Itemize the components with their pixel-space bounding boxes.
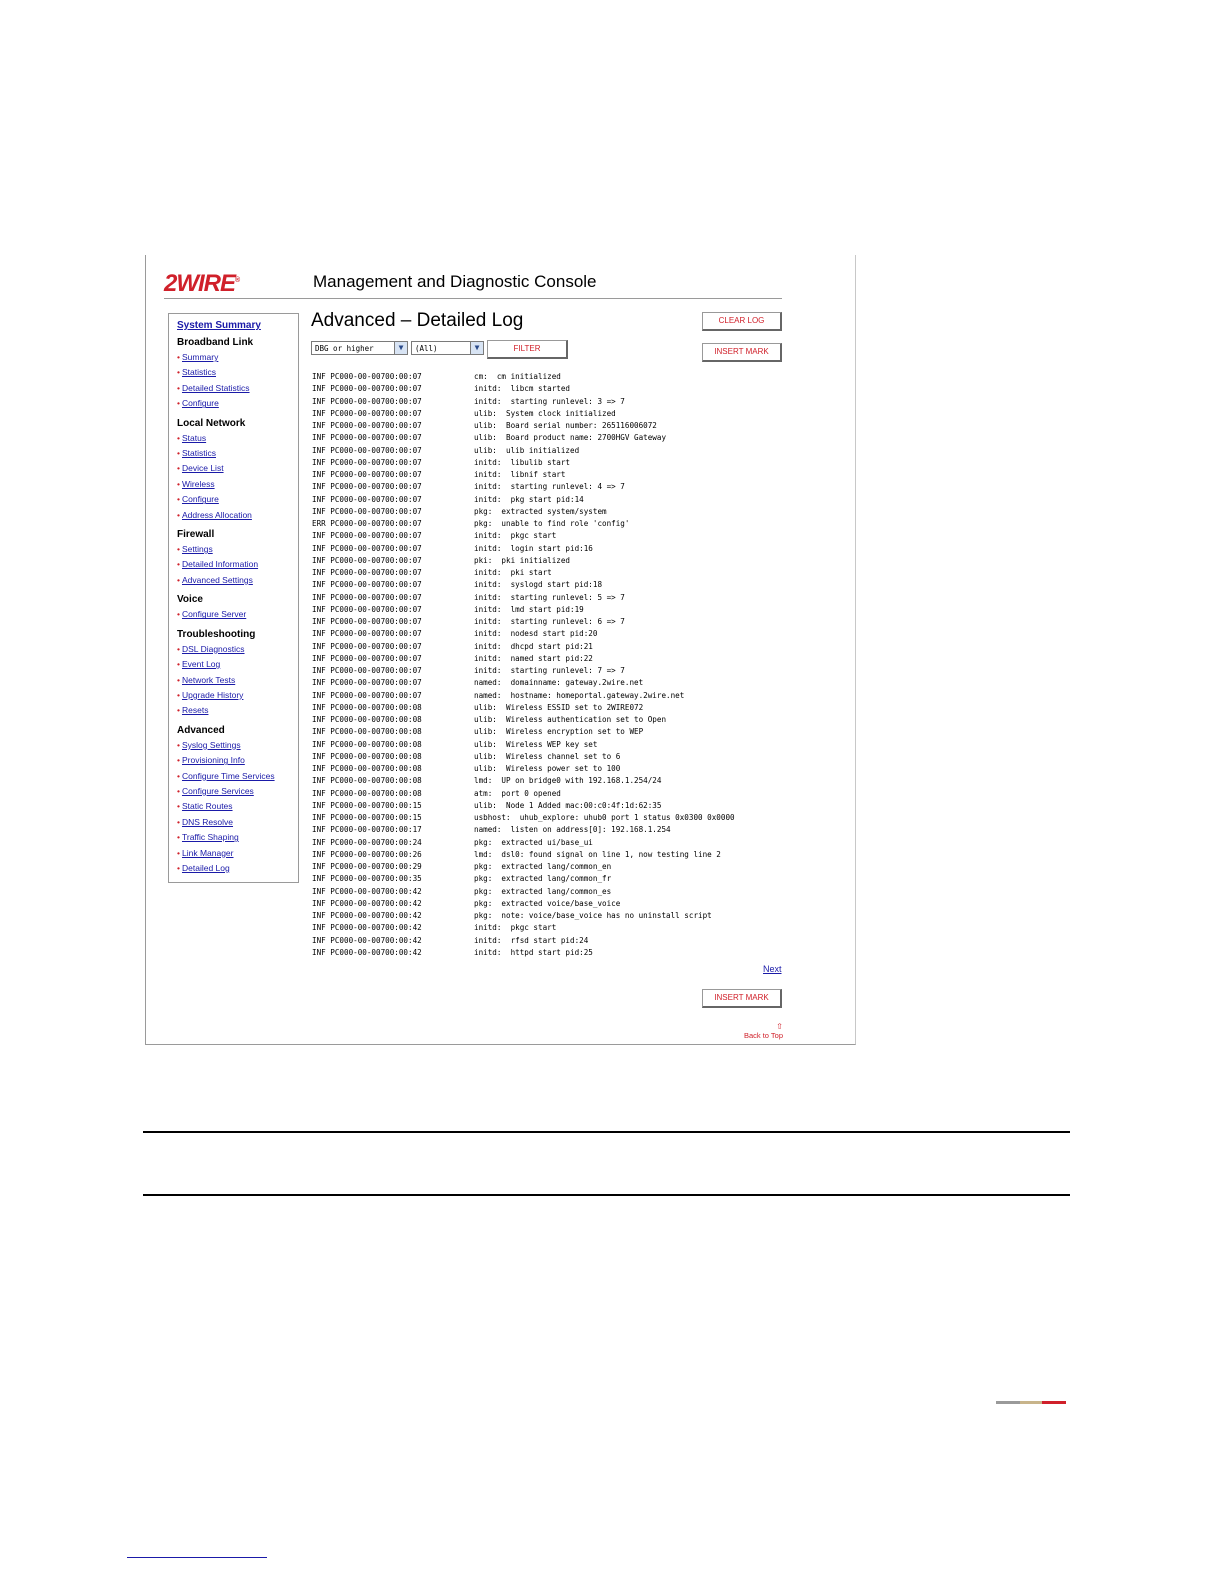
browser-screenshot-frame xyxy=(145,255,856,1045)
sidebar-section-title: Troubleshooting xyxy=(177,628,256,640)
log-timestamp: INF PC000-00-00700:00:07 xyxy=(312,470,422,479)
log-row xyxy=(312,457,735,469)
bullet-icon: • xyxy=(177,816,180,827)
log-timestamp: INF PC000-00-00700:00:42 xyxy=(312,911,422,920)
footer-accent-bar xyxy=(996,1401,1066,1404)
log-timestamp: INF PC000-00-00700:00:07 xyxy=(312,457,422,467)
log-timestamp: INF PC000-00-00700:00:07 xyxy=(312,653,422,663)
sidebar-sections xyxy=(177,337,298,876)
bullet-icon: • xyxy=(177,367,180,378)
log-message: initd: starting runlevel: 3 => 7 xyxy=(474,396,625,406)
log-message: ulib: Wireless WEP key set xyxy=(474,739,598,749)
log-row xyxy=(312,445,735,457)
log-row xyxy=(312,567,735,579)
sidebar-item-wireless[interactable] xyxy=(177,477,298,492)
log-timestamp: INF PC000-00-00700:00:07 xyxy=(312,690,422,700)
log-row xyxy=(312,396,735,408)
log-row xyxy=(312,555,735,567)
log-message: initd: starting runlevel: 6 => 7 xyxy=(474,617,625,626)
sidebar-item-label: Address Allocation xyxy=(181,509,252,520)
log-timestamp: INF PC000-00-00700:00:08 xyxy=(312,751,422,761)
log-message: named: domainname: gateway.2wire.net xyxy=(474,678,644,688)
log-row xyxy=(312,849,735,861)
log-row xyxy=(312,604,735,616)
log-message: cm: cm initialized xyxy=(474,372,561,381)
bullet-icon: • xyxy=(177,674,180,685)
bullet-icon: • xyxy=(177,494,180,505)
log-row xyxy=(312,739,735,751)
log-message: usbhost: uhub_explore: uhub0 port 1 status 0x0300 0x0000 xyxy=(474,813,735,822)
sidebar-item-dsl-diagnostics[interactable] xyxy=(177,642,298,657)
clear-log-button[interactable]: CLEAR LOG xyxy=(702,312,782,331)
log-timestamp: INF PC000-00-00700:00:08 xyxy=(312,727,422,737)
log-message: initd: syslogd start pid:18 xyxy=(474,580,603,590)
log-row xyxy=(312,677,735,689)
bullet-icon: • xyxy=(177,659,180,670)
log-row xyxy=(312,665,735,677)
sidebar-item-label: Link Manager xyxy=(181,847,234,858)
bullet-icon: • xyxy=(177,478,180,489)
log-timestamp: INF PC000-00-00700:00:07 xyxy=(312,543,422,553)
detailed-log-list xyxy=(312,371,735,959)
log-row xyxy=(312,543,735,555)
sidebar-item-configure-time-services[interactable] xyxy=(177,769,298,784)
log-message: pkg: extracted lang/common_es xyxy=(474,886,612,896)
log-message: pkg: unable to find role 'config' xyxy=(474,519,630,528)
insert-mark-button-top[interactable]: INSERT MARK xyxy=(702,343,782,362)
log-timestamp: INF PC000-00-00700:00:07 xyxy=(312,568,422,577)
log-timestamp: INF PC000-00-00700:00:29 xyxy=(312,862,422,871)
sidebar-item-static-routes[interactable] xyxy=(177,799,298,814)
bullet-icon: • xyxy=(177,609,180,620)
header-divider xyxy=(164,298,782,299)
log-row xyxy=(312,763,735,775)
document-rule-top xyxy=(143,1131,1070,1133)
log-row xyxy=(312,530,735,542)
log-message: pkg: extracted lang/common_en xyxy=(474,862,612,871)
log-timestamp: INF PC000-00-00700:00:07 xyxy=(312,531,422,541)
bullet-icon: • xyxy=(177,643,180,654)
log-timestamp: INF PC000-00-00700:00:08 xyxy=(312,788,422,798)
insert-mark-button-bottom[interactable]: INSERT MARK xyxy=(702,989,782,1008)
sidebar-item-detailed-statistics[interactable] xyxy=(177,381,298,396)
bullet-icon: • xyxy=(177,862,180,873)
log-row xyxy=(312,408,735,420)
back-to-top-label: Back to Top xyxy=(743,1031,783,1040)
sidebar-section-title: Voice xyxy=(177,594,203,606)
log-row xyxy=(312,432,735,444)
log-timestamp: INF PC000-00-00700:00:07 xyxy=(312,421,422,430)
bullet-icon: • xyxy=(177,544,180,555)
accent-segment-red xyxy=(1042,1401,1066,1404)
log-message: named: listen on address[0]: 192.168.1.254 xyxy=(474,825,671,835)
log-message: pkg: extracted system/system xyxy=(474,506,607,516)
bullet-icon: • xyxy=(177,352,180,362)
sidebar-item-detailed-information[interactable] xyxy=(177,557,298,572)
log-row xyxy=(312,469,735,481)
log-message: named: hostname: homeportal.gateway.2wire.net xyxy=(474,690,685,700)
log-message: initd: pkg start pid:14 xyxy=(474,494,584,504)
bullet-icon: • xyxy=(177,770,180,781)
arrow-up-icon: ⇧ xyxy=(776,1022,783,1031)
log-message: pkg: extracted lang/common_fr xyxy=(474,874,612,884)
log-timestamp: INF PC000-00-00700:00:07 xyxy=(312,408,422,418)
log-timestamp: INF PC000-00-00700:00:42 xyxy=(312,898,422,908)
sidebar-item-label: Configure Time Services xyxy=(181,770,275,781)
sidebar-item-label: Statistics xyxy=(181,367,216,378)
sidebar-item-resets[interactable] xyxy=(177,703,298,718)
sidebar-link-system-summary[interactable]: System Summary xyxy=(177,320,261,331)
sidebar-item-label: Static Routes xyxy=(181,801,233,812)
sidebar-item-settings[interactable] xyxy=(177,542,298,557)
bullet-icon: • xyxy=(177,755,180,766)
log-message: initd: libulib start xyxy=(474,457,571,467)
bullet-icon: • xyxy=(177,689,180,700)
sidebar-item-label: Advanced Settings xyxy=(181,574,253,585)
bullet-icon: • xyxy=(177,463,180,474)
sidebar-item-label: Event Log xyxy=(181,659,221,670)
document-rule-bottom xyxy=(143,1194,1070,1196)
log-row xyxy=(312,592,735,604)
sidebar-item-provisioning-info[interactable] xyxy=(177,753,298,768)
log-timestamp: INF PC000-00-00700:00:07 xyxy=(312,641,422,651)
log-row xyxy=(312,653,735,665)
log-row xyxy=(312,579,735,591)
log-row xyxy=(312,935,735,947)
sidebar-item-label: Provisioning Info xyxy=(181,755,245,766)
log-row xyxy=(312,837,735,849)
next-page-link[interactable]: Next xyxy=(763,964,782,974)
bullet-icon: • xyxy=(177,832,180,843)
log-message: initd: libnif start xyxy=(474,470,566,479)
log-timestamp: INF PC000-00-00700:00:07 xyxy=(312,678,422,688)
bullet-icon: • xyxy=(177,432,180,443)
log-source-select-value: (All) xyxy=(415,344,438,353)
log-timestamp: INF PC000-00-00700:00:42 xyxy=(312,935,422,945)
accent-segment-tan xyxy=(1020,1401,1042,1404)
sidebar-item-summary[interactable] xyxy=(177,350,298,365)
sidebar-item-label: Wireless xyxy=(181,478,215,489)
log-timestamp: INF PC000-00-00700:00:08 xyxy=(312,764,422,773)
sidebar-item-label: Detailed Information xyxy=(181,559,259,570)
bullet-icon: • xyxy=(177,847,180,858)
log-message: initd: nodesd start pid:20 xyxy=(474,629,598,639)
brand-logo: 2WIRE® xyxy=(164,270,240,297)
sidebar-section-title: Local Network xyxy=(177,417,246,429)
bullet-icon: • xyxy=(177,509,180,520)
log-message: pkg: extracted voice/base_voice xyxy=(474,898,621,908)
sidebar-item-configure[interactable] xyxy=(177,492,298,507)
log-row xyxy=(312,886,735,898)
log-row xyxy=(312,775,735,787)
log-message: ulib: Wireless channel set to 6 xyxy=(474,751,621,761)
sidebar-item-label: Resets xyxy=(181,705,209,716)
sidebar-nav xyxy=(168,313,299,883)
log-timestamp: INF PC000-00-00700:00:07 xyxy=(312,666,422,675)
log-row xyxy=(312,922,735,934)
log-timestamp: INF PC000-00-00700:00:24 xyxy=(312,837,422,847)
log-timestamp: ERR PC000-00-00700:00:07 xyxy=(312,519,422,528)
log-row xyxy=(312,494,735,506)
log-message: ulib: Wireless power set to 100 xyxy=(474,764,621,773)
bullet-icon: • xyxy=(177,382,180,393)
log-timestamp: INF PC000-00-00700:00:07 xyxy=(312,396,422,406)
log-timestamp: INF PC000-00-00700:00:07 xyxy=(312,482,422,492)
log-timestamp: INF PC000-00-00700:00:07 xyxy=(312,494,422,504)
log-timestamp: INF PC000-00-00700:00:35 xyxy=(312,874,422,884)
log-message: atm: port 0 opened xyxy=(474,788,561,798)
log-message: initd: lmd start pid:19 xyxy=(474,604,584,614)
log-row xyxy=(312,506,735,518)
log-timestamp: INF PC000-00-00700:00:07 xyxy=(312,506,422,516)
log-message: initd: pki start xyxy=(474,568,552,577)
log-timestamp: INF PC000-00-00700:00:07 xyxy=(312,617,422,626)
chevron-down-icon: ▼ xyxy=(394,342,407,354)
sidebar-item-label: Network Tests xyxy=(181,674,236,685)
log-message: ulib: Board serial number: 265116006072 xyxy=(474,421,657,430)
sidebar-item-label: Upgrade History xyxy=(181,689,244,700)
bullet-icon: • xyxy=(177,739,180,750)
sidebar-item-label: DNS Resolve xyxy=(181,816,234,827)
log-row xyxy=(312,518,735,530)
log-row xyxy=(312,726,735,738)
log-row xyxy=(312,824,735,836)
back-to-top-link[interactable] xyxy=(740,1022,783,1040)
sidebar-item-label: Status xyxy=(181,432,207,443)
console-title: Management and Diagnostic Console xyxy=(313,272,597,291)
log-timestamp: INF PC000-00-00700:00:26 xyxy=(312,849,422,859)
log-message: initd: pkgc start xyxy=(474,923,557,933)
chevron-down-icon: ▼ xyxy=(470,342,483,354)
sidebar-item-label: Configure xyxy=(181,398,219,409)
sidebar-item-upgrade-history[interactable] xyxy=(177,688,298,703)
bullet-icon: • xyxy=(177,785,180,796)
log-row xyxy=(312,800,735,812)
log-message: ulib: Wireless encryption set to WEP xyxy=(474,727,644,737)
log-message: ulib: Wireless authentication set to Open xyxy=(474,715,667,724)
log-timestamp: INF PC000-00-00700:00:07 xyxy=(312,433,422,443)
log-row xyxy=(312,898,735,910)
sidebar-item-event-log[interactable] xyxy=(177,657,298,672)
sidebar-item-statistics[interactable] xyxy=(177,446,298,461)
log-message: ulib: Node 1 Added mac:00:c0:4f:1d:62:35 xyxy=(474,800,662,810)
log-timestamp: INF PC000-00-00700:00:08 xyxy=(312,739,422,749)
log-message: ulib: Wireless ESSID set to 2WIRE072 xyxy=(474,702,644,712)
log-timestamp: INF PC000-00-00700:00:15 xyxy=(312,813,422,822)
log-timestamp: INF PC000-00-00700:00:07 xyxy=(312,629,422,639)
log-timestamp: INF PC000-00-00700:00:07 xyxy=(312,604,422,614)
sidebar-item-label: Traffic Shaping xyxy=(181,832,239,843)
sidebar-section-title: Firewall xyxy=(177,529,215,541)
log-message: pkg: extracted ui/base_ui xyxy=(474,837,593,847)
log-timestamp: INF PC000-00-00700:00:07 xyxy=(312,555,422,565)
bullet-icon: • xyxy=(177,705,180,716)
log-timestamp: INF PC000-00-00700:00:15 xyxy=(312,800,422,810)
log-timestamp: INF PC000-00-00700:00:08 xyxy=(312,715,422,724)
log-message: initd: libcm started xyxy=(474,384,571,394)
accent-segment-gray xyxy=(996,1401,1020,1404)
sidebar-item-statistics[interactable] xyxy=(177,365,298,380)
log-row xyxy=(312,628,735,640)
sidebar-item-advanced-settings[interactable] xyxy=(177,573,298,588)
bullet-icon: • xyxy=(177,448,180,459)
log-message: ulib: System clock initialized xyxy=(474,408,616,418)
log-message: initd: named start pid:22 xyxy=(474,653,593,663)
log-message: pkg: note: voice/base_voice has no uninstall script xyxy=(474,911,712,920)
log-timestamp: INF PC000-00-00700:00:08 xyxy=(312,776,422,786)
log-message: initd: rfsd start pid:24 xyxy=(474,935,589,945)
log-row xyxy=(312,420,735,432)
sidebar-item-dns-resolve[interactable] xyxy=(177,815,298,830)
log-row xyxy=(312,641,735,653)
log-message: initd: dhcpd start pid:21 xyxy=(474,641,593,651)
log-message: ulib: Board product name: 2700HGV Gateway xyxy=(474,433,667,443)
log-timestamp: INF PC000-00-00700:00:08 xyxy=(312,702,422,712)
log-message: initd: httpd start pid:25 xyxy=(474,947,593,957)
sidebar-section-title: Advanced xyxy=(177,724,225,736)
bullet-icon: • xyxy=(177,559,180,570)
sidebar-item-label: Detailed Log xyxy=(181,862,230,873)
sidebar-item-label: Configure Server xyxy=(181,609,247,620)
sidebar-item-label: Summary xyxy=(181,352,219,362)
footnote-rule xyxy=(127,1557,267,1558)
log-row xyxy=(312,861,735,873)
sidebar-item-device-list[interactable] xyxy=(177,461,298,476)
log-row xyxy=(312,702,735,714)
log-message: initd: starting runlevel: 4 => 7 xyxy=(474,482,625,492)
sidebar-item-detailed-log[interactable] xyxy=(177,861,298,876)
sidebar-item-label: Statistics xyxy=(181,448,216,459)
log-row xyxy=(312,873,735,885)
sidebar-item-link-manager[interactable] xyxy=(177,846,298,861)
log-row xyxy=(312,947,735,959)
bullet-icon: • xyxy=(177,398,180,409)
log-row xyxy=(312,371,735,383)
log-row xyxy=(312,383,735,395)
sidebar-item-network-tests[interactable] xyxy=(177,673,298,688)
log-row xyxy=(312,714,735,726)
log-timestamp: INF PC000-00-00700:00:07 xyxy=(312,384,422,394)
log-timestamp: INF PC000-00-00700:00:07 xyxy=(312,445,422,455)
log-message: initd: starting runlevel: 5 => 7 xyxy=(474,592,625,602)
page-title: Advanced – Detailed Log xyxy=(311,310,524,331)
log-row xyxy=(312,788,735,800)
sidebar-item-label: Device List xyxy=(181,463,224,474)
log-message: initd: login start pid:16 xyxy=(474,543,593,553)
sidebar-item-label: Settings xyxy=(181,544,213,555)
log-message: lmd: UP on bridge0 with 192.168.1.254/24 xyxy=(474,776,662,786)
sidebar-item-label: Syslog Settings xyxy=(181,739,241,750)
sidebar-section-title: Broadband Link xyxy=(177,337,254,348)
sidebar-item-label: DSL Diagnostics xyxy=(181,643,245,654)
log-row xyxy=(312,812,735,824)
log-row xyxy=(312,481,735,493)
log-message: pki: pki initialized xyxy=(474,555,571,565)
log-message: initd: starting runlevel: 7 => 7 xyxy=(474,666,625,675)
log-row xyxy=(312,751,735,763)
log-timestamp: INF PC000-00-00700:00:42 xyxy=(312,886,422,896)
log-message: ulib: ulib initialized xyxy=(474,445,580,455)
log-row xyxy=(312,690,735,702)
sidebar-item-traffic-shaping[interactable] xyxy=(177,830,298,845)
log-timestamp: INF PC000-00-00700:00:17 xyxy=(312,825,422,835)
bullet-icon: • xyxy=(177,801,180,812)
sidebar-item-configure-server[interactable] xyxy=(177,607,298,622)
log-timestamp: INF PC000-00-00700:00:42 xyxy=(312,947,422,957)
sidebar-item-address-allocation[interactable] xyxy=(177,508,298,523)
log-timestamp: INF PC000-00-00700:00:42 xyxy=(312,923,422,933)
sidebar-item-configure[interactable] xyxy=(177,396,298,411)
log-message: initd: pkgc start xyxy=(474,531,557,541)
sidebar-item-label: Configure xyxy=(181,494,219,505)
log-timestamp: INF PC000-00-00700:00:07 xyxy=(312,372,422,381)
log-level-select[interactable] xyxy=(311,341,408,355)
log-row xyxy=(312,616,735,628)
sidebar-item-label: Configure Services xyxy=(181,785,254,796)
log-message: lmd: dsl0: found signal on line 1, now testing line 2 xyxy=(474,849,721,859)
log-timestamp: INF PC000-00-00700:00:07 xyxy=(312,580,422,590)
logo-text: 2WIRE xyxy=(164,270,236,297)
sidebar-item-syslog-settings[interactable] xyxy=(177,738,298,753)
log-source-select[interactable] xyxy=(411,341,484,355)
bullet-icon: • xyxy=(177,574,180,585)
log-level-select-value: DBG or higher xyxy=(315,344,374,353)
log-row xyxy=(312,910,735,922)
filter-button[interactable]: FILTER xyxy=(487,340,568,359)
log-timestamp: INF PC000-00-00700:00:07 xyxy=(312,592,422,602)
sidebar-item-status[interactable] xyxy=(177,431,298,446)
sidebar-item-configure-services[interactable] xyxy=(177,784,298,799)
sidebar-item-label: Detailed Statistics xyxy=(181,382,250,393)
